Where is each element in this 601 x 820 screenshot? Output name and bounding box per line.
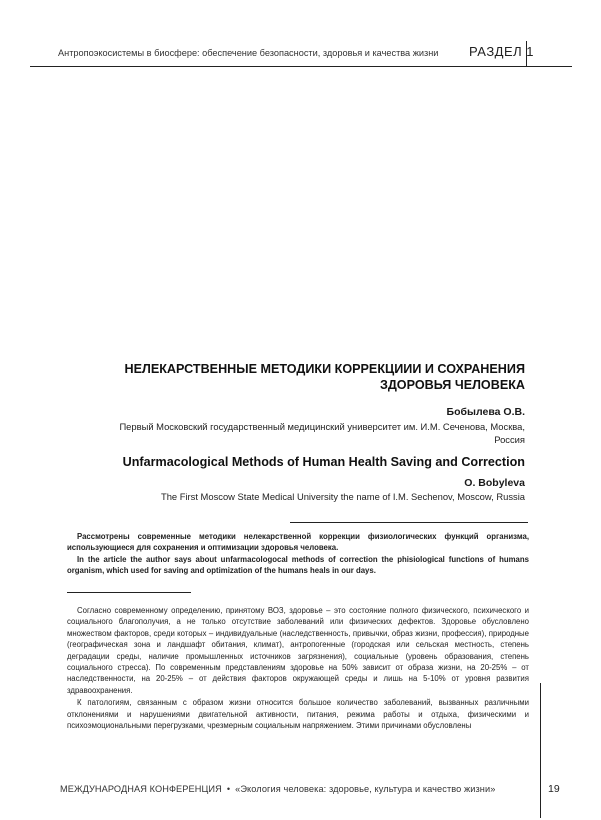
abstract-bottom-rule — [67, 592, 191, 593]
abstract-en: In the article the author says about unfarmacologocal methods of correction the phisiological functions of humans organism, which used for saving and optimization of the humans heals in our days. — [67, 554, 529, 575]
author-en: O. Bobyleva — [464, 477, 525, 489]
author-ru: Бобылева О.В. — [446, 406, 525, 418]
abstract-top-rule — [290, 522, 528, 523]
conference-title: «Экология человека: здоровье, культура и качество жизни» — [235, 784, 496, 794]
abstract-ru: Рассмотрены современные методики нелекарственной коррекции физиологических функций организма, использующиеся для сохранения и оптимизации здоровья человека. — [67, 532, 529, 553]
running-header: Антропоэкосистемы в биосфере: обеспечение безопасности, здоровья и качества жизни — [58, 48, 439, 58]
article-title-ru: НЕЛЕКАРСТВЕННЫЕ МЕТОДИКИ КОРРЕКЦИИИ И СОХРАНЕНИЯ ЗДОРОВЬЯ ЧЕЛОВЕКА — [124, 362, 525, 392]
affiliation-ru: Первый Московский государственный медицинский университет им. И.М. Сеченова, Москва, Россия — [119, 421, 525, 445]
header-rule — [30, 66, 572, 67]
body-paragraph: К патологиям, связанным с образом жизни относится большое количество заболеваний, вызванных различными отклонениями и нарушениями двигательной активности, питания, режима работы и отдыха, физическими и психоэмоциональными перегрузками, чрезмерным социальным напряжением. Этими причинами обусловлены — [67, 698, 529, 731]
conference-label: МЕЖДУНАРОДНАЯ КОНФЕРЕНЦИЯ — [60, 784, 222, 794]
body-paragraph: Согласно современному определению, принятому ВОЗ, здоровье – это состояние полного физического, психического и социального благополучия, а не только отсутствие заболеваний или физических дефектов. Здоровье обусловлено множеством факторов, среди которых – индивидуальные (наследственность, привычки, образ жизни, профессия), природные (географическая зона и ландшафт обитания, климат), антропогенные (городская или сельская местность, степень деградации среды, наличие промышленных источников загрязнения), социальные (уровень образования, степень социального стресса). По современным представлениям здоровье на 50% зависит от образа жизни, на 20-25% – от наследственности, на 20-25% – от действия факторов окружающей среды и лишь на 5-10% от уровня развития здравоохранения. — [67, 606, 529, 695]
page-number: 19 — [548, 783, 560, 795]
article-title-en: Unfarmacological Methods of Human Health Saving and Correction — [122, 455, 525, 469]
affiliation-en: The First Moscow State Medical University the name of I.M. Sechenov, Moscow, Russia — [160, 491, 525, 502]
body-text — [67, 605, 529, 732]
footer-conference — [60, 784, 495, 794]
abstract — [67, 531, 529, 576]
footer-divider — [540, 683, 541, 818]
section-label: РАЗДЕЛ 1 — [469, 44, 535, 59]
bullet-separator: • — [226, 784, 231, 794]
